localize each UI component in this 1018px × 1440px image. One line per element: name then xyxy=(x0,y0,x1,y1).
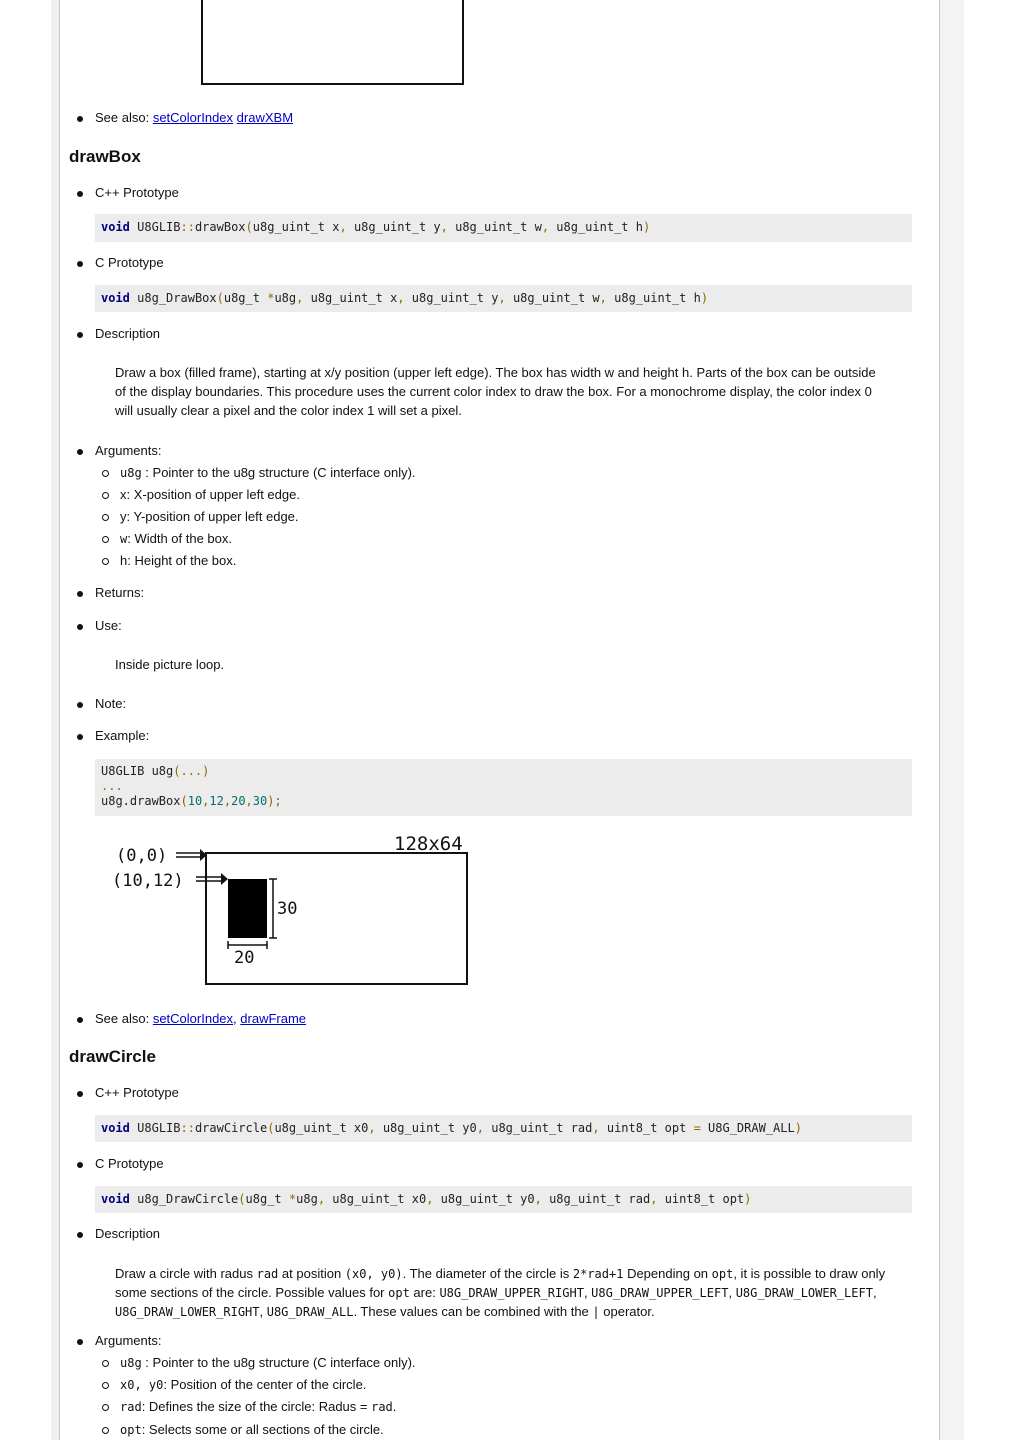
link-setcolorindex[interactable]: setColorIndex xyxy=(152,110,234,125)
argument-item: opt: Selects some or all sections of the circle. xyxy=(120,1422,384,1437)
bullet xyxy=(77,1339,83,1345)
sub-bullet xyxy=(102,1404,109,1411)
bullet xyxy=(77,116,83,122)
see-also-line xyxy=(95,110,293,126)
description-label: Description xyxy=(95,326,161,341)
section-title-drawcircle: drawCircle xyxy=(69,1047,156,1066)
argument-item: w: Width of the box. xyxy=(120,531,233,546)
height-label: 30 xyxy=(277,899,298,919)
drawbox-diagram xyxy=(110,830,480,990)
example-code: U8GLIB u8g(...) ... u8g.drawBox(10,12,20,30); xyxy=(95,759,912,816)
sub-bullet xyxy=(102,1382,109,1389)
c-prototype-code: void u8g_DrawCircle(u8g_t *u8g, u8g_uint_t x0, u8g_uint_t y0, u8g_uint_t rad, uint8_t opt) xyxy=(95,1186,912,1213)
bullet xyxy=(77,1091,83,1097)
c-prototype-code: void u8g_DrawBox(u8g_t *u8g, u8g_uint_t x, u8g_uint_t y, u8g_uint_t w, u8g_uint_t h) xyxy=(95,285,912,312)
previous-figure-frame xyxy=(201,0,464,85)
link-drawxbm[interactable]: drawXBM xyxy=(236,110,294,125)
bullet xyxy=(77,591,83,597)
sub-bullet xyxy=(102,470,109,477)
argument-item: u8g : Pointer to the u8g structure (C interface only). xyxy=(120,465,416,480)
sub-bullet xyxy=(102,492,109,499)
bullet xyxy=(77,1232,83,1238)
filled-box xyxy=(228,879,267,938)
use-text: Inside picture loop. xyxy=(115,657,225,672)
display-size-label: 128x64 xyxy=(394,833,463,855)
description-line: U8G_DRAW_LOWER_RIGHT, U8G_DRAW_ALL. These values can be combined with the | operator. xyxy=(115,1304,655,1319)
link-drawframe[interactable]: drawFrame xyxy=(240,1011,307,1026)
description-label: Description xyxy=(95,1226,161,1241)
sub-bullet xyxy=(102,514,109,521)
cpp-prototype-code: void U8GLIB::drawCircle(u8g_uint_t x0, u8g_uint_t y0, u8g_uint_t rad, uint8_t opt = U8G_DRAW_ALL) xyxy=(95,1115,912,1142)
left-page-border xyxy=(51,0,60,1440)
description-line: of the display boundaries. This procedure uses the current color index to draw the box. For a monochrome display, the color index 0 xyxy=(115,384,872,399)
see-also-line: See also: setColorIndex, drawFrame xyxy=(95,1011,307,1026)
cpp-prototype-label: C++ Prototype xyxy=(95,185,179,200)
sub-bullet xyxy=(102,1427,109,1434)
example-label: Example: xyxy=(95,728,150,743)
note-label: Note: xyxy=(95,696,127,711)
see-also-label: See also: xyxy=(95,1011,150,1026)
drawbox-figure xyxy=(110,830,480,990)
section-title-drawbox: drawBox xyxy=(69,147,141,166)
bullet xyxy=(77,702,83,708)
origin-label: (0,0) xyxy=(116,846,168,866)
returns-label: Returns: xyxy=(95,585,145,600)
argument-item: rad: Defines the size of the circle: Radus = rad. xyxy=(120,1399,397,1414)
description-line: Draw a box (filled frame), starting at x/y position (upper left edge). The box has width w and height h. Parts of the box can be outside xyxy=(115,365,876,380)
bullet xyxy=(77,624,83,630)
start-label: (10,12) xyxy=(112,871,184,891)
arguments-label: Arguments: xyxy=(95,1333,162,1348)
arguments-label: Arguments: xyxy=(95,443,162,458)
sub-bullet xyxy=(102,558,109,565)
bullet xyxy=(77,449,83,455)
c-prototype-label: C Prototype xyxy=(95,1156,164,1171)
link-setcolorindex[interactable]: setColorIndex xyxy=(152,1011,234,1026)
sub-bullet xyxy=(102,536,109,543)
argument-item: y: Y-position of upper left edge. xyxy=(120,509,299,524)
description-line: Draw a circle with radus rad at position (x0, y0). The diameter of the circle is 2*rad+1 Depending on opt, it is possible to draw only xyxy=(115,1266,886,1281)
cpp-prototype-label: C++ Prototype xyxy=(95,1085,179,1100)
use-label: Use: xyxy=(95,618,122,633)
bullet xyxy=(77,734,83,740)
bullet xyxy=(77,1162,83,1168)
argument-item: x0, y0: Position of the center of the circle. xyxy=(120,1377,367,1392)
description-line: will usually clear a pixel and the color index 1 will set a pixel. xyxy=(115,403,462,418)
bullet xyxy=(77,1017,83,1023)
bullet xyxy=(77,332,83,338)
c-prototype-label: C Prototype xyxy=(95,255,164,270)
description-line: some sections of the circle. Possible values for opt are: U8G_DRAW_UPPER_RIGHT, U8G_DRAW_UPPER_LEFT, U8G_DRAW_LOWER_LEFT, xyxy=(115,1285,877,1300)
argument-item: h: Height of the box. xyxy=(120,553,237,568)
cpp-prototype-code: void U8GLIB::drawBox(u8g_uint_t x, u8g_uint_t y, u8g_uint_t w, u8g_uint_t h) xyxy=(95,214,912,242)
argument-item: x: X-position of upper left edge. xyxy=(120,487,300,502)
bullet xyxy=(77,261,83,267)
width-label: 20 xyxy=(234,948,255,968)
see-also-label: See also: xyxy=(95,110,150,125)
argument-item: u8g : Pointer to the u8g structure (C interface only). xyxy=(120,1355,416,1370)
bullet xyxy=(77,191,83,197)
right-page-border xyxy=(939,0,964,1440)
sub-bullet xyxy=(102,1360,109,1367)
